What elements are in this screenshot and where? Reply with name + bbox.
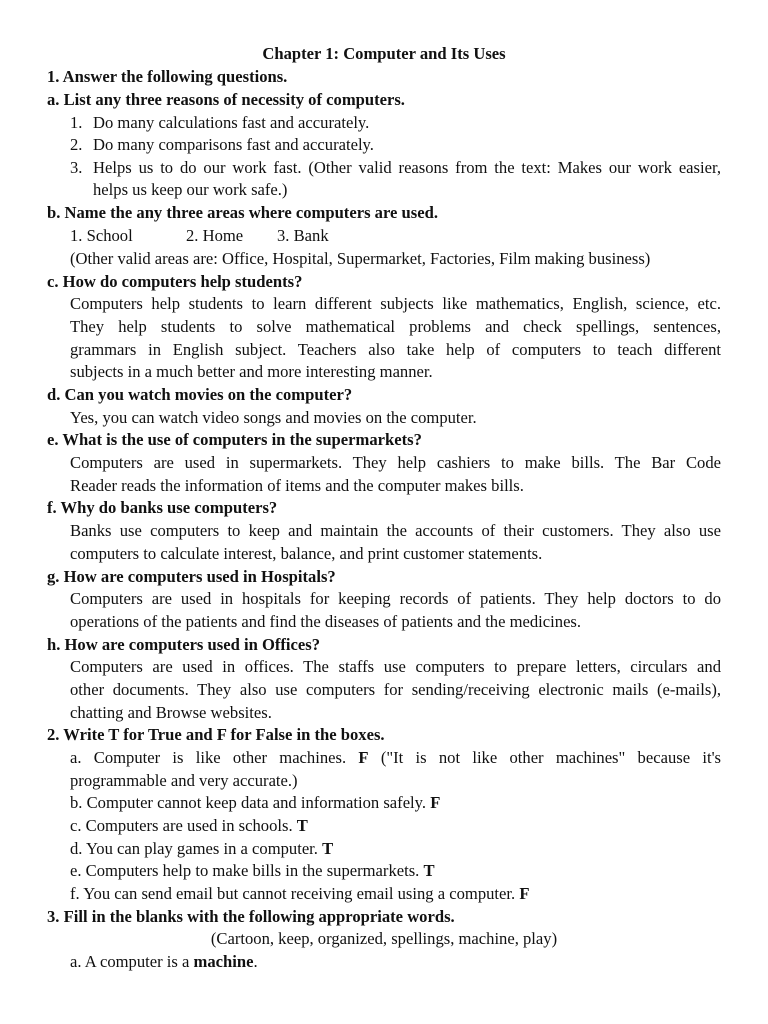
tf-item: e. Computers help to make bills in the supermarkets. T: [70, 861, 435, 880]
tf-answer: T: [322, 839, 334, 858]
fill-blank-item: a. A computer is a machine.: [70, 952, 258, 971]
question-d: d. Can you watch movies on the computer?: [47, 385, 353, 404]
question-a: a. List any three reasons of necessity of computers.: [47, 90, 405, 109]
answer-line: operations of the patients and find the diseases of patients and the medicines.: [70, 612, 582, 631]
area-item: 1. School: [70, 226, 133, 245]
answer-line: Banks use computers to keep and maintain the accounts of their customers. They also use: [70, 521, 721, 540]
answer-line: Computers help students to learn different subjects like mathematics, English, science, etc.: [70, 294, 721, 313]
question-h: h. How are computers used in Offices?: [47, 635, 321, 654]
tf-answer: T: [296, 816, 308, 835]
answer-line: Computers are used in offices. The staffs use computers to prepare letters, circulars and: [70, 657, 721, 676]
area-item: 2. Home: [186, 226, 244, 245]
answer-line: Yes, you can watch video songs and movies on the computer.: [70, 408, 477, 427]
answer-line: They help students to solve mathematical problems and check spellings, sentences,: [70, 317, 721, 336]
question-e: e. What is the use of computers in the supermarkets?: [47, 430, 422, 449]
tf-answer: F: [358, 748, 369, 767]
tf-item: b. Computer cannot keep data and information safely. F: [70, 793, 441, 812]
document-page: Chapter 1: Computer and Its Uses 1. Answer the following questions. a. List any three reasons of necessity of computers. 1. Do many calculations fast and accurately. 2. Do many comparisons fast and accurately. 3. Helps us to do our work fast. (Other valid reasons from the text: Makes our work easier, helps us keep our work safe.) b. Name the any three areas where computers are used. 1. School 2. Home 3. Bank (Other valid areas are: Office, Hospital, Supermarket, Factories, Film making business) c. How do computers help students? Computers help students to learn different subjects like mathematics, English, science, etc. They help students to solve mathematical problems and check spellings, sentences, grammars in English subject. Teachers also take help of computers to teach different subjects in a much better and more interesting manner. d. Can you watch movies on the computer? Yes, you can watch video songs and movies on the computer. e. What is the use of computers in the supermarkets? Computers are used in supermarkets. They help cashiers to make bills. The Bar Code Reader reads the information of items and the computer makes bills. f. Why do banks use computers? Banks use computers to keep and maintain the accounts of their customers. They also use computers to calculate interest, balance, and print customer statements. g. How are computers used in Hospitals? Computers are used in hospitals for keeping records of patients. They help doctors to do operations of the patients and find the diseases of patients and the medicines. h. How are computers used in Offices? Computers are used in offices. The staffs use computers to prepare letters, circulars and other documents. They also use computers for sending/receiving electronic mails (e-mails), chatting and Browse websites. 2. Write T for True and F for False in the boxes. a. Computer is like other machines. F ("It is not like other machines" because it's programmable and very accurate.) b. Computer cannot keep data and information safely. F c. Computers are used in schools. T d. You can play games in a computer. T e. Computers help to make bills in the supermarkets. T f. You can send email but cannot receiving email using a computer. F 3. Fill in the blanks with the following appropriate words. (Cartoon, keep, organized, spellings, machine, play) a. A computer is a machine.: [0, 0, 768, 1024]
list-item-continuation: helps us keep our work safe.): [93, 180, 288, 199]
answer-line: subjects in a much better and more interesting manner.: [70, 362, 433, 381]
tf-answer: F: [430, 793, 441, 812]
tf-item: d. You can play games in a computer. T: [70, 839, 334, 858]
section-3-heading: 3. Fill in the blanks with the following appropriate words.: [47, 907, 455, 926]
tf-answer: F: [519, 884, 530, 903]
tf-item: c. Computers are used in schools. T: [70, 816, 308, 835]
section-2-heading: 2. Write T for True and F for False in the boxes.: [47, 725, 385, 744]
answer-line: chatting and Browse websites.: [70, 703, 272, 722]
answer-line: other documents. They also use computers for sending/receiving electronic mails (e-mails),: [70, 680, 721, 699]
question-g: g. How are computers used in Hospitals?: [47, 567, 336, 586]
answer-note: (Other valid areas are: Office, Hospital, Supermarket, Factories, Film making business): [70, 249, 651, 268]
question-f: f. Why do banks use computers?: [47, 498, 278, 517]
answer-line: computers to calculate interest, balance, and print customer statements.: [70, 544, 543, 563]
tf-item: f. You can send email but cannot receiving email using a computer. F: [70, 884, 530, 903]
answer-line: grammars in English subject. Teachers also take help of computers to teach different: [70, 340, 721, 359]
answer-line: Computers are used in supermarkets. They help cashiers to make bills. The Bar Code: [70, 453, 721, 472]
fill-answer: machine: [193, 952, 254, 971]
answer-line: Computers are used in hospitals for keeping records of patients. They help doctors to do: [70, 589, 721, 608]
tf-item: a. Computer is like other machines. F ("It is not like other machines" because it's: [70, 748, 722, 767]
tf-answer: T: [423, 861, 435, 880]
tf-item-continuation: programmable and very accurate.): [70, 771, 298, 790]
page-title: Chapter 1: Computer and Its Uses: [262, 44, 506, 63]
section-1-heading: 1. Answer the following questions.: [47, 67, 288, 86]
answer-line: Reader reads the information of items and the computer makes bills.: [70, 476, 524, 495]
question-c: c. How do computers help students?: [47, 272, 303, 291]
word-bank: (Cartoon, keep, organized, spellings, machine, play): [210, 929, 558, 948]
area-item: 3. Bank: [277, 226, 329, 245]
question-b: b. Name the any three areas where computers are used.: [47, 203, 438, 222]
